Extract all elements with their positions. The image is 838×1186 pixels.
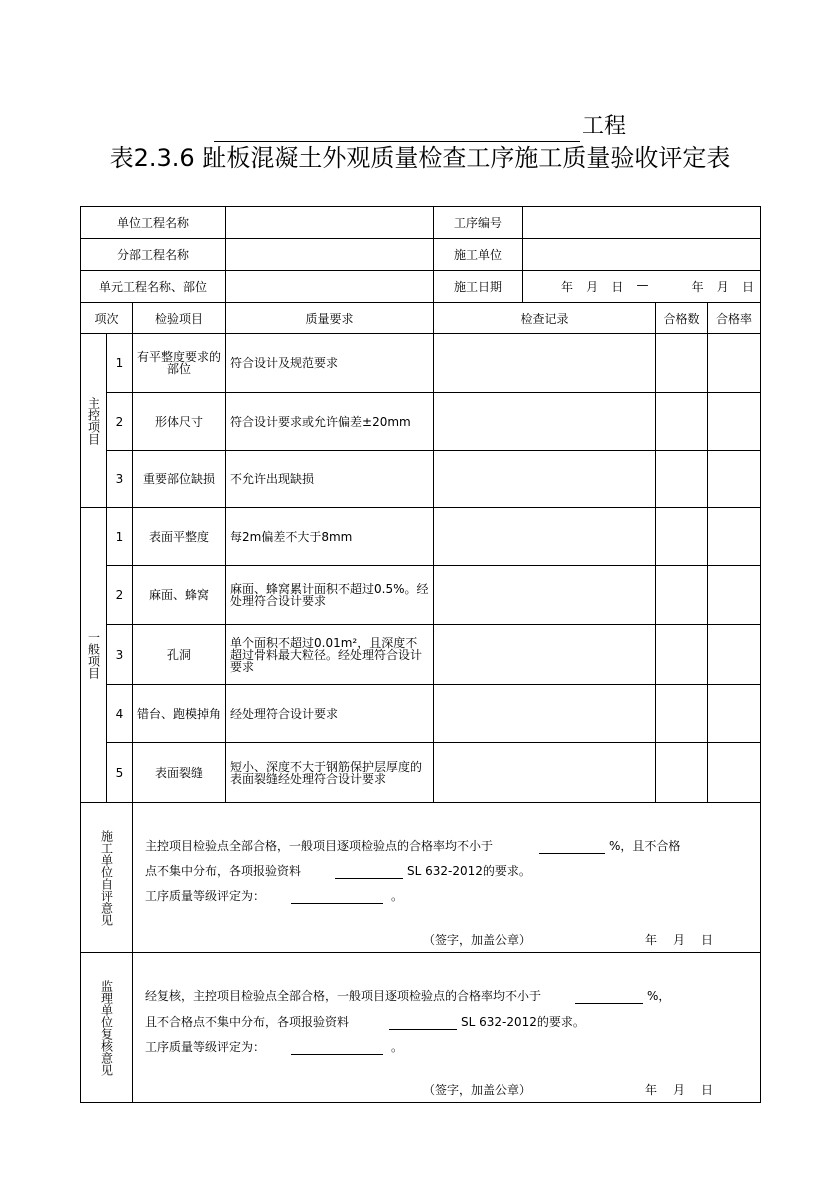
supervisor-opinion-line2: 且不合格点不集中分布，各项报验资料 SL 632-2012的要求。: [145, 1015, 585, 1029]
item-record[interactable]: [434, 625, 656, 685]
item-req: 麻面、蜂窝累计面积不超过0.5%。经处理符合设计要求: [226, 566, 434, 625]
contractor-label: 施工单位: [434, 239, 523, 271]
contractor-sign-month: 月: [673, 933, 686, 947]
item-req: 符合设计及规范要求: [226, 334, 434, 393]
unit-project-value[interactable]: [226, 207, 434, 239]
project-name-blank: [214, 117, 580, 142]
date-start-month: 月: [586, 280, 599, 294]
item-no: 1: [107, 334, 133, 393]
item-pass-count[interactable]: [656, 451, 708, 508]
item-pass-count[interactable]: [656, 334, 708, 393]
item-record[interactable]: [434, 685, 656, 743]
date-dash: —: [636, 278, 649, 292]
process-no-value[interactable]: [523, 207, 761, 239]
item-record[interactable]: [434, 566, 656, 625]
item-pass-rate[interactable]: [708, 451, 761, 508]
item-no: 2: [107, 393, 133, 451]
element-value[interactable]: [226, 271, 434, 303]
item-name: 麻面、蜂窝: [133, 566, 226, 625]
general-item-row: [81, 508, 761, 566]
grade-blank[interactable]: [291, 891, 383, 904]
date-label: 施工日期: [434, 271, 523, 303]
element-row: [81, 271, 761, 303]
item-pass-count[interactable]: [656, 685, 708, 743]
col-item-no: 项次: [81, 303, 133, 334]
sub-project-value[interactable]: [226, 239, 434, 271]
item-req: 不允许出现缺损: [226, 451, 434, 508]
form-title: [80, 112, 760, 172]
item-pass-rate[interactable]: [708, 625, 761, 685]
col-pass-count: 合格数: [656, 303, 708, 334]
general-group-label: 一般项目: [81, 508, 107, 803]
inspection-form-table: [80, 206, 761, 1103]
item-name: 形体尺寸: [133, 393, 226, 451]
supervisor-opinion-line1: 经复核，主控项目检验点全部合格，一般项目逐项检验点的合格率均不小于 %，: [145, 989, 671, 1003]
item-no: 3: [107, 625, 133, 685]
item-record[interactable]: [434, 334, 656, 393]
item-no: 1: [107, 508, 133, 566]
item-name: 重要部位缺损: [133, 451, 226, 508]
sub-project-row: [81, 239, 761, 271]
main-item-row: [81, 393, 761, 451]
contractor-sign: （签字，加盖公章）: [423, 933, 532, 947]
supervisor-sign-year: 年: [645, 1083, 658, 1097]
item-pass-rate[interactable]: [708, 334, 761, 393]
item-record[interactable]: [434, 743, 656, 803]
date-end-month: 月: [716, 280, 729, 294]
supervisor-grade-blank[interactable]: [291, 1042, 383, 1055]
contractor-sign-day: 日: [701, 933, 714, 947]
contractor-opinion-line1: 主控项目检验点全部合格，一般项目逐项检验点的合格率均不小于 %，且不合格: [145, 839, 681, 853]
contractor-opinion-label: 施工单位自评意见: [81, 803, 133, 953]
contractor-sign-year: 年: [645, 933, 658, 947]
item-name: 有平整度要求的部位: [133, 334, 226, 393]
main-group-label: 主控项目: [81, 334, 107, 508]
project-suffix: 工程: [581, 114, 626, 139]
item-record[interactable]: [434, 508, 656, 566]
item-no: 4: [107, 685, 133, 743]
general-item-row: [81, 743, 761, 803]
item-pass-rate[interactable]: [708, 508, 761, 566]
unit-project-label: 单位工程名称: [81, 207, 226, 239]
supervisor-opinion-label: 监理单位复核意见: [81, 953, 133, 1103]
col-inspect-item: 检验项目: [133, 303, 226, 334]
supervisor-sign-day: 日: [701, 1083, 714, 1097]
item-pass-rate[interactable]: [708, 685, 761, 743]
element-label: 单元工程名称、部位: [81, 271, 226, 303]
item-pass-count[interactable]: [656, 566, 708, 625]
pass-rate-blank[interactable]: [539, 841, 605, 854]
supervisor-opinion-row: [81, 953, 761, 1103]
col-record: 检查记录: [434, 303, 656, 334]
item-name: 表面平整度: [133, 508, 226, 566]
item-req: 符合设计要求或允许偏差±20mm: [226, 393, 434, 451]
item-no: 2: [107, 566, 133, 625]
item-no: 3: [107, 451, 133, 508]
supervisor-opinion-body[interactable]: [133, 953, 761, 1103]
item-req: 经处理符合设计要求: [226, 685, 434, 743]
item-req: 单个面积不超过0.01m²，且深度不超过骨料最大粒径。经处理符合设计要求: [226, 625, 434, 685]
item-req: 短小、深度不大于钢筋保护层厚度的表面裂缝经处理符合设计要求: [226, 743, 434, 803]
contractor-value[interactable]: [523, 239, 761, 271]
general-item-row: [81, 685, 761, 743]
col-pass-rate: 合格率: [708, 303, 761, 334]
table-title: 表2.3.6 趾板混凝土外观质量检查工序施工质量验收评定表: [109, 144, 731, 172]
process-no-label: 工序编号: [434, 207, 523, 239]
contractor-opinion-line2: 点不集中分布，各项报验资料 SL 632-2012的要求。: [145, 864, 531, 878]
general-item-row: [81, 625, 761, 685]
date-start-day: 日: [611, 280, 624, 294]
item-name: 错台、跑模掉角: [133, 685, 226, 743]
main-item-row: [81, 334, 761, 393]
main-item-row: [81, 451, 761, 508]
item-pass-rate[interactable]: [708, 393, 761, 451]
contractor-opinion-body[interactable]: [133, 803, 761, 953]
item-pass-count[interactable]: [656, 393, 708, 451]
item-pass-count[interactable]: [656, 508, 708, 566]
item-no: 5: [107, 743, 133, 803]
contractor-opinion-line3: 工序质量等级评定为： 。: [145, 889, 404, 903]
item-name: 表面裂缝: [133, 743, 226, 803]
item-pass-rate[interactable]: [708, 566, 761, 625]
item-pass-rate[interactable]: [708, 743, 761, 803]
item-pass-count[interactable]: [656, 625, 708, 685]
sub-project-label: 分部工程名称: [81, 239, 226, 271]
item-record[interactable]: [434, 393, 656, 451]
date-end-year: 年: [691, 280, 704, 294]
project-name-line: [80, 112, 760, 142]
date-value[interactable]: [523, 271, 761, 303]
docs-blank[interactable]: [335, 866, 403, 879]
supervisor-sign-month: 月: [673, 1083, 686, 1097]
supervisor-docs-blank[interactable]: [389, 1017, 457, 1030]
item-record[interactable]: [434, 451, 656, 508]
supervisor-pass-rate-blank[interactable]: [575, 991, 643, 1004]
general-item-row: [81, 566, 761, 625]
supervisor-opinion-line3: 工序质量等级评定为： 。: [145, 1040, 404, 1054]
item-req: 每2m偏差不大于8mm: [226, 508, 434, 566]
date-start-year: 年: [561, 280, 574, 294]
col-quality-req: 质量要求: [226, 303, 434, 334]
unit-project-row: [81, 207, 761, 239]
item-pass-count[interactable]: [656, 743, 708, 803]
contractor-opinion-row: [81, 803, 761, 953]
item-name: 孔洞: [133, 625, 226, 685]
supervisor-sign: （签字，加盖公章）: [423, 1083, 532, 1097]
column-header-row: [81, 303, 761, 334]
date-end-day: 日: [741, 280, 754, 294]
